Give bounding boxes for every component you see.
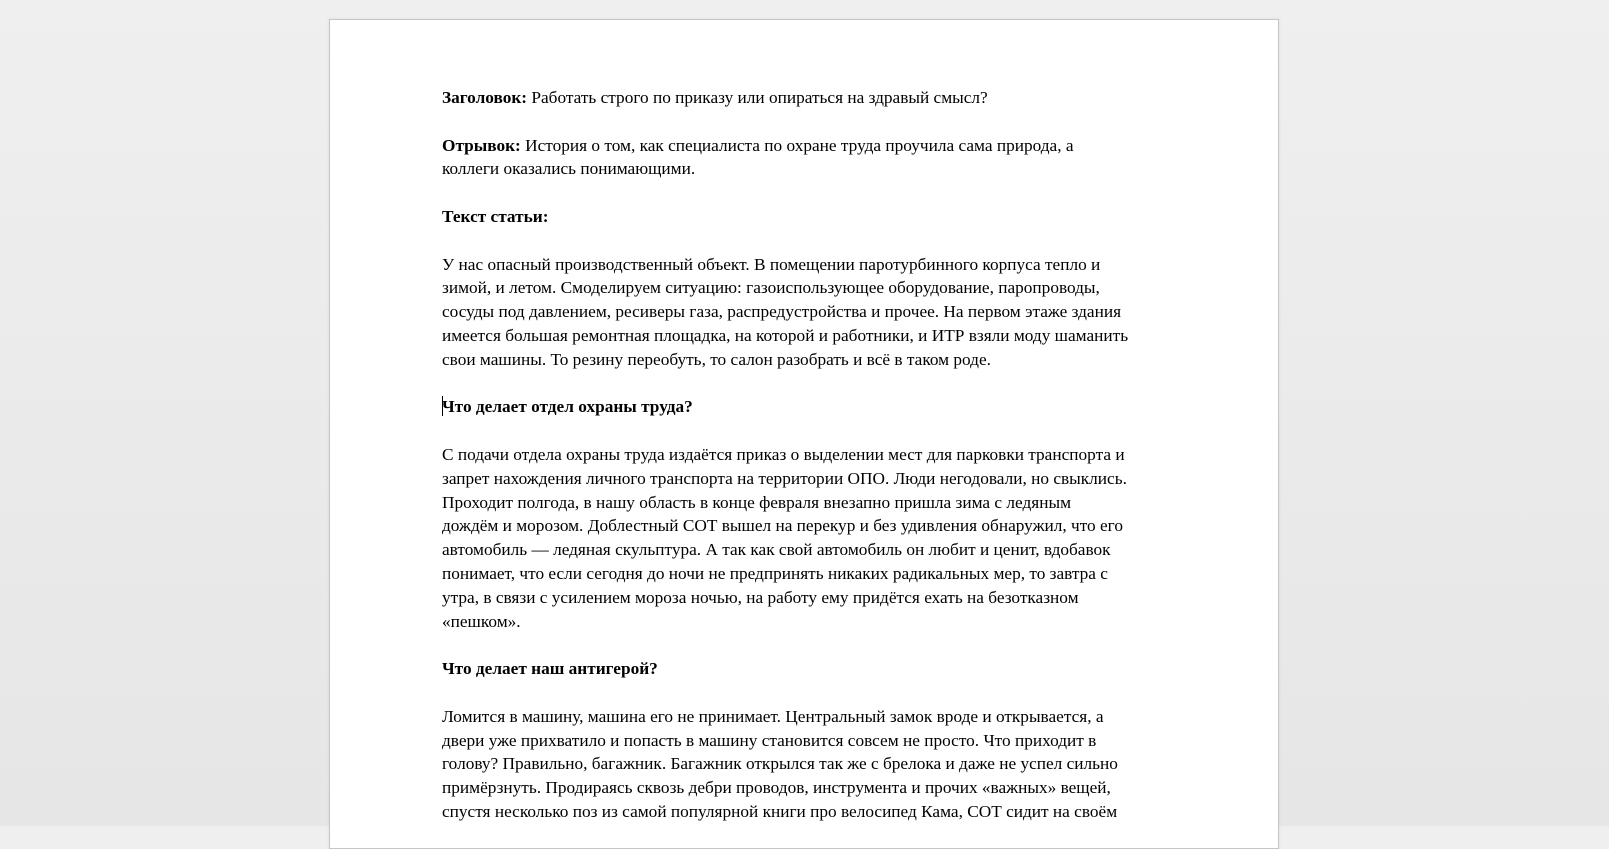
text-line: У нас опасный производственный объект. В помещении паротурбинного корпуса тепло и <box>442 254 1101 274</box>
text-line: Ломится в машину, машина его не принимает. Центральный замок вроде и открывается, а <box>442 706 1104 726</box>
text-line: Проходит полгода, в нашу область в конце февраля внезапно пришла зима с ледяным <box>442 492 1071 512</box>
article-label: Текст статьи: <box>442 206 549 226</box>
text-line: двери уже прихватило и попасть в машину становится совсем не просто. Что приходит в <box>442 730 1097 750</box>
text-line: С подачи отдела охраны труда издаётся приказ о выделении мест для парковки транспорта и <box>442 444 1125 464</box>
text-line: дождём и морозом. Доблестный СОТ вышел на перекур и без удивления обнаружил, что его <box>442 516 1123 536</box>
text-line: автомобиль — ледяная скульптура. А так как свой автомобиль он любит и ценит, вдобавок <box>442 540 1111 560</box>
section1-paragraph <box>442 443 1222 633</box>
text-line: утра, в связи с усилением мороза ночью, на работу ему придётся ехать на безотказном <box>442 587 1079 607</box>
text-line: запрет нахождения личного транспорта на территории ОПО. Люди негодовали, но свыклись. <box>442 468 1127 488</box>
excerpt-line: коллеги оказались понимающими. <box>442 159 696 179</box>
text-line: имеется большая ремонтная площадка, на которой и работники, и ИТР взяли моду шаманить <box>442 325 1129 345</box>
excerpt-label: Отрывок: <box>442 135 521 155</box>
document-page[interactable] <box>329 19 1279 849</box>
title-paragraph <box>442 86 1222 110</box>
text-line: свои машины. То резину переобуть, то салон разобрать и всё в таком роде. <box>442 349 991 369</box>
text-line: понимает, что если сегодня до ночи не предпринять никаких радикальных мер, то завтра с <box>442 563 1108 583</box>
heading-antihero: Что делает наш антигерой? <box>442 659 658 679</box>
title-label: Заголовок: <box>442 88 528 107</box>
text-line: сосуды под давлением, ресиверы газа, распредустройства и прочее. На первом этаже здания <box>442 302 1122 322</box>
heading-text: Что делает отдел охраны труда? <box>442 397 693 417</box>
text-line: «пешком». <box>442 611 521 631</box>
text-line: примёрзнуть. Продираясь сквозь дебри проводов, инструмента и прочих «важных» вещей, <box>442 778 1111 798</box>
text-line: голову? Правильно, багажник. Багажник открылся так же с брелока и даже не успел сильно <box>442 754 1118 774</box>
title-text: Работать строго по приказу или опираться на здравый смысл? <box>527 88 988 107</box>
excerpt-paragraph <box>442 134 1222 182</box>
text-line: зимой, и летом. Смоделируем ситуацию: газоиспользующее оборудование, паропроводы, <box>442 278 1100 298</box>
text-line: спустя несколько поз из самой популярной книги про велосипед Кама, СОТ сидит на своём <box>442 801 1118 821</box>
document-body[interactable] <box>442 86 1222 848</box>
excerpt-line: История о том, как специалиста по охране труда проучила сама природа, а <box>520 135 1074 155</box>
heading-safety-department <box>442 395 1222 419</box>
intro-paragraph <box>442 253 1222 372</box>
section2-paragraph <box>442 705 1222 824</box>
